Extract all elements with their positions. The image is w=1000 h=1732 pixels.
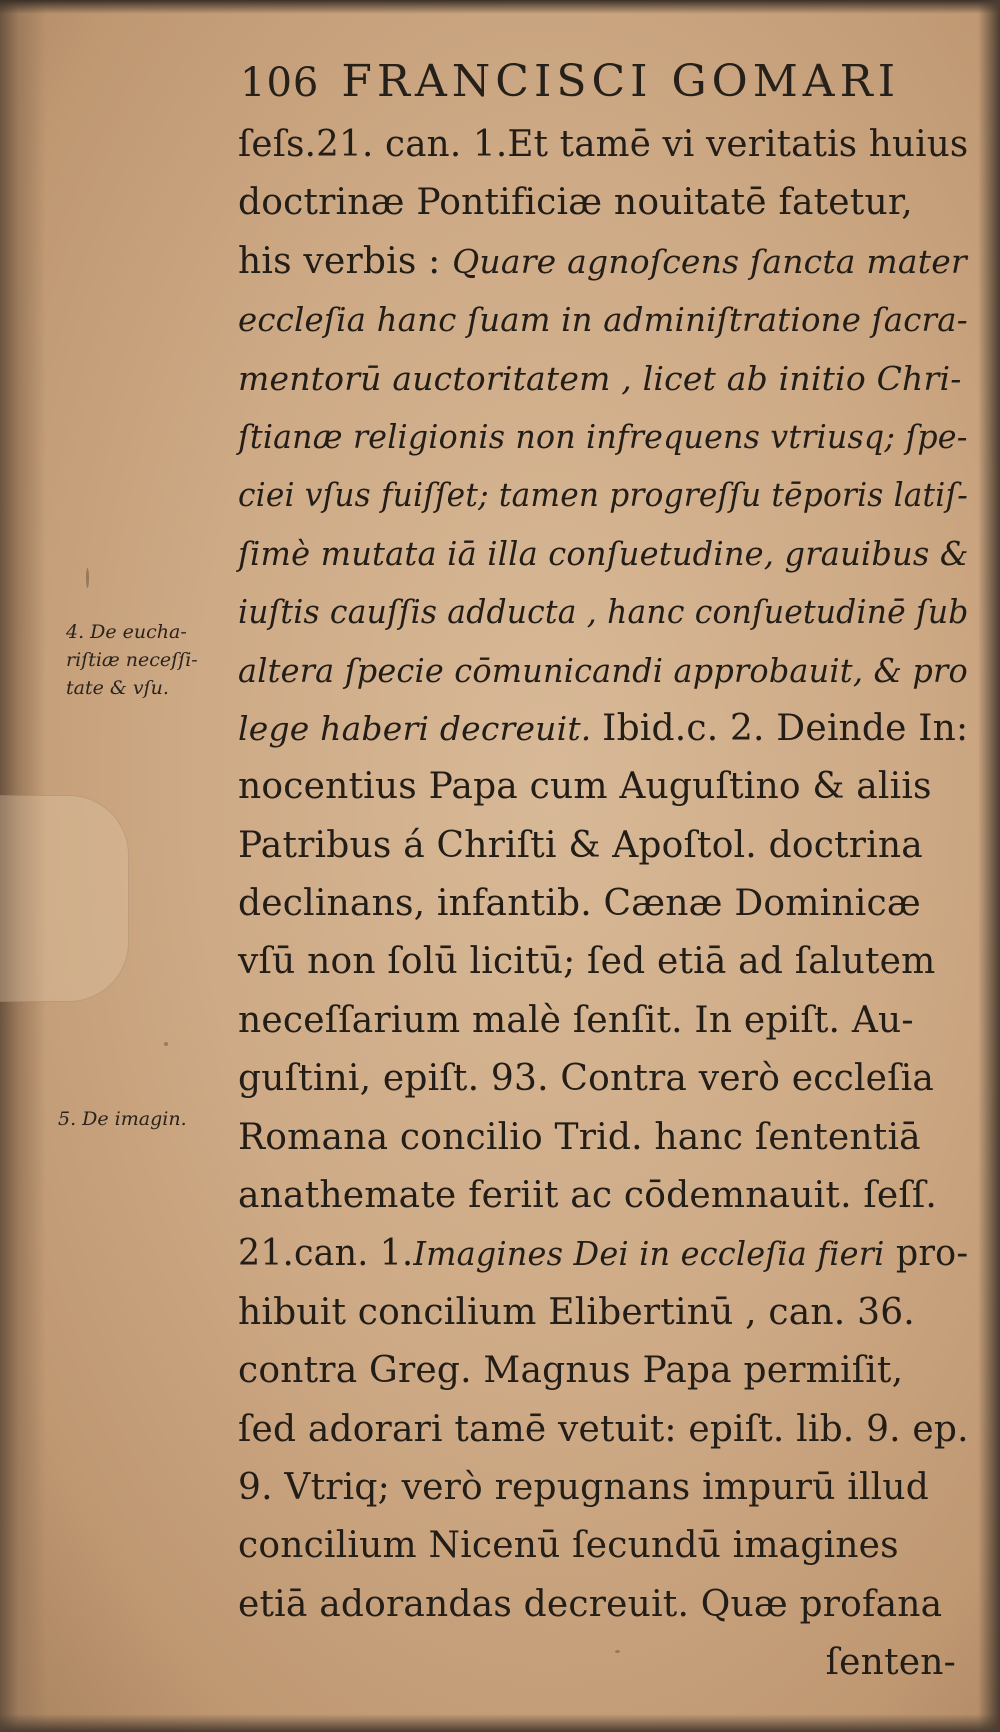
text-line [238,1109,968,1167]
marginal-note-images [58,1105,187,1133]
text-line [238,466,968,524]
text-line-segment: eccleſia hanc ſuam in adminiſtratione ſacra- [238,300,968,340]
text-line [238,933,968,991]
text-line-segment: ſtianæ religionis non infrequens vtriusq; ſpe- [238,416,968,456]
text-line [238,350,968,408]
text-line [238,1342,968,1400]
text-line [238,291,968,349]
text-line-segment: ſeſs.21. can. 1.Et tamē vi veritatis huius [238,124,969,165]
text-line-segment: etiā adorandas decreuit. Quæ profana [238,1583,943,1625]
marginal-note-line: riſtiæ neceſſi- [66,649,198,671]
text-line-segment: his verbis : [238,240,453,282]
text-line-segment: iuſtis cauſſis adducta , hanc conſuetudinē ſub [238,592,969,632]
text-line [238,642,968,700]
text-line [238,700,967,758]
marginal-note-line: 5. De imagin. [58,1108,187,1130]
text-line [238,817,968,875]
text-line-segment: Imagines Dei in eccleſia fieri [413,1234,885,1274]
text-line-segment: Ibid.c. 2. Deinde In: [602,707,969,749]
page-bottom-edge [0,1714,1000,1732]
text-line-segment: guſtini, epiſt. 93. Contra verò eccleſia [238,1058,935,1100]
text-line [238,1284,968,1342]
text-line-segment: ſed adorari tamē vetuit: epiſt. lib. 9. ep. [238,1408,969,1450]
paper-speck [615,1650,620,1653]
text-line [238,758,968,816]
text-line [238,583,969,641]
paper-speck [164,1042,168,1046]
text-line-segment: doctrinæ Pontificiæ nouitatē fatetur, [238,182,913,224]
text-line-segment: declinans, infantib. Cænæ Dominicæ [238,883,921,925]
text-line-segment: concilium Nicenū ſecundū imagines [238,1525,899,1567]
text-line [238,1459,968,1517]
text-line-segment: 9. Vtriq; verò repugnans impurū illud [238,1466,929,1508]
page-header [240,56,900,116]
text-line-segment: lege haberi decreuit. [238,708,603,748]
text-line-segment: neceſſarium malè ſenſit. In epiſt. Au- [238,999,914,1041]
text-line-segment: 21.can. 1. [238,1233,414,1275]
paper-tab-mark [0,795,129,1002]
running-head: FRANCISCI GOMARI [341,56,901,107]
text-line-segment: Patribus á Chriſti & Apoſtol. doctrina [238,824,923,866]
text-line-segment: Quare agnoſcens ſancta mater [452,241,967,281]
marginal-note-eucharist [66,618,198,702]
main-text-block [238,116,968,1693]
text-line [238,875,968,933]
text-line [238,408,968,466]
text-line-segment: Romana concilio Trid. hanc ſententiā [238,1116,921,1158]
text-line [238,992,968,1050]
text-line-segment: pro- [884,1233,969,1275]
text-line [238,174,968,232]
text-line [238,1576,968,1634]
text-line-segment: hibuit concilium Elibertinū , can. 36. [238,1291,915,1333]
catchword: ſenten- [825,1642,956,1684]
text-line [238,116,969,174]
text-line-segment: mentorū auctoritatem , licet ab initio Chri- [238,358,962,398]
text-lines [238,116,968,1634]
text-line-segment: anathemate feriit ac cōdemnauit. ſeſſ. [238,1175,938,1217]
text-line-segment: altera ſpecie cōmunicandi approbauit, & pro [238,650,968,690]
text-line-segment: vſū non ſolū licitū; ſed etiā ad ſalutem [238,941,936,983]
text-line-segment: ciei vſus fuiſſet; tamen progreſſu tēporis latiſ- [238,475,968,515]
page-top-edge [0,0,1000,14]
text-line [238,525,969,583]
text-line [238,233,968,291]
paper-speck [86,568,89,588]
marginal-note-line: tate & vſu. [66,677,169,699]
text-line [238,1050,968,1108]
text-line [238,1401,967,1459]
text-line-segment: contra Greg. Magnus Papa permiſit, [238,1350,904,1392]
text-line [238,1225,969,1283]
text-line-segment: nocentius Papa cum Auguſtino & aliis [238,766,932,808]
text-line-segment: ſimè mutata iā illa conſuetudine, grauibus & [238,533,969,573]
paper-speck [820,68,823,86]
text-line [238,1167,968,1225]
text-line [238,1517,968,1575]
marginal-note-line: 4. De eucha- [66,621,187,643]
page-number: 106 [240,60,320,106]
